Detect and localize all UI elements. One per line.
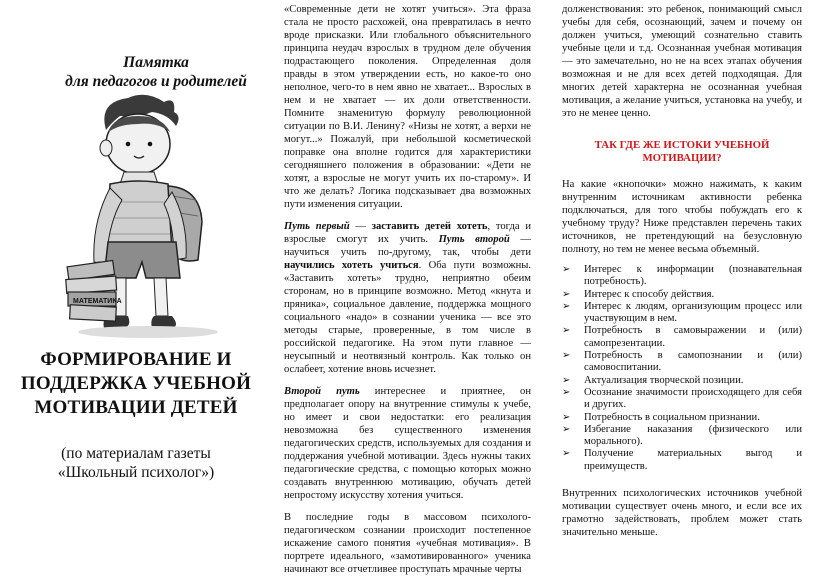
- list-item-text: Актуализация творческой позиции.: [584, 374, 744, 386]
- arrow-bullet-icon: ➢: [562, 300, 571, 312]
- list-item: [562, 412, 802, 424]
- article-column-right: [544, 0, 816, 557]
- term-second-way: Путь второй: [438, 234, 510, 245]
- list-item-text: Потребность в социальном признании.: [584, 411, 760, 423]
- list-item: [562, 325, 802, 350]
- svg-text:МАТЕМАТИКА: МАТЕМАТИКА: [73, 298, 122, 305]
- list-item-text: Потребность в самопознании и (или) самовоспитании.: [584, 350, 802, 374]
- list-item-text: Потребность в самовыражении и (или) самопрезентации.: [584, 325, 802, 349]
- paragraph-recent-years: В последние годы в массовом психолого-педагогическом сознании происходит постепенное искажение самого понятия «учебная мотивация». В портрете идеального, «замотивированного» ученика начинают все отчетливее проступать мрачные черты: [284, 512, 531, 575]
- paragraph-conclusion: Внутренних психологических источников учебной мотивации существует очень много, и если все их грамотно задействовать, проблем может стать значительно меньше.: [562, 488, 802, 539]
- term-learn-want: научились хотеть учиться: [284, 260, 419, 271]
- list-item: [562, 448, 802, 473]
- list-item: [562, 264, 802, 289]
- paragraph-second-way: [284, 385, 531, 502]
- term-force-want: заставить детей хотеть: [371, 221, 488, 232]
- section-heading: ТАК ГДЕ ЖЕ ИСТОКИ УЧЕБНОЙ МОТИВАЦИИ?: [594, 139, 770, 164]
- brochure-title: ФОРМИРОВАНИЕ И ПОДДЕРЖКА УЧЕБНОЙ МОТИВАЦИИ ДЕТЕЙ: [20, 349, 252, 418]
- paragraph-buttons: На какие «кнопочки» можно нажимать, к каким внутренним источникам активности ребенка подключаться, для того чтобы побуждать его к учебному труду? Ниже представлен перечень таких источников, не претендующий на безусловную полноту, но тем не менее весьма объемный.: [562, 179, 802, 255]
- subtitle-line-2: «Школьный психолог»): [57, 464, 215, 481]
- brochure-subtitle: [0, 444, 272, 482]
- text-span: —: [349, 221, 372, 232]
- arrow-bullet-icon: ➢: [562, 386, 571, 398]
- arrow-bullet-icon: ➢: [562, 423, 571, 435]
- list-item: [562, 301, 802, 326]
- memo-line-2: для педагогов и родителей: [65, 73, 247, 90]
- arrow-bullet-icon: ➢: [562, 325, 571, 337]
- memo-heading: [0, 53, 272, 91]
- list-item: [562, 424, 802, 449]
- list-item: [562, 387, 802, 412]
- list-item-text: Интерес к информации (познавательная потребность).: [584, 264, 802, 288]
- paragraph-intro: «Современные дети не хотят учиться». Эта фраза стала не просто расхожей, она превратилась в нечто вроде присказки. Или глобального объяснительного принципа неудач взрослых в трудном деле обучения подрастающего поколения. Определенная доля правды в этом утверждении есть, но какое-то оно неполное, чего-то в нем явно не хватает... Взрослых в нем и не хватает — их доли ответственности. Помните знаменитую формулу революционной ситуации по В.И. Ленину? «Низы не хотят, а верхи не могут...» Пожалуй, при небольшой косметической поправке она вполне годится для характеристики сегодняшнего положения в образовании: «Дети не хотят, а взрослые не могут учить их по-старому». И что же делать? Логика подсказывает два возможных пути изменения ситуации.: [284, 4, 531, 210]
- list-item-text: Избегание наказания (физического или морального).: [584, 423, 802, 448]
- arrow-bullet-icon: ➢: [562, 374, 571, 386]
- term-second-way-lead: Второй путь: [284, 386, 360, 397]
- arrow-bullet-icon: ➢: [562, 264, 571, 275]
- arrow-bullet-icon: ➢: [562, 411, 571, 423]
- paragraph-two-ways: [284, 220, 531, 376]
- arrow-bullet-icon: ➢: [562, 288, 571, 300]
- memo-line-1: Памятка: [123, 54, 189, 71]
- arrow-bullet-icon: ➢: [562, 350, 571, 362]
- list-item: [562, 350, 802, 375]
- list-item-text: Интерес к способу действия.: [584, 288, 715, 300]
- list-item: [562, 289, 802, 301]
- list-item-text: Получение материальных выгод и преимуществ.: [584, 448, 802, 472]
- arrow-bullet-icon: ➢: [562, 448, 571, 460]
- list-item-text: Осознание значимости происходящего для себя и других.: [584, 386, 802, 411]
- text-span: интереснее и приятнее, он предполагает опору на внутренние стимулы к учебе, но имеет и свои недостатки: его реализация невозможна без существенного изменения педагогических средств, используемых для создания и поддержания учебной мотивации. Здесь нужны таких педагогические средства, с помощью которых можно создавать внутреннюю мотивацию, обучать детей непростому искусству хотения учиться.: [284, 386, 531, 501]
- sources-list: [562, 264, 802, 473]
- list-item-text: Интерес к людям, организующим процесс или участвующим в нем.: [584, 300, 802, 325]
- text-span: . Оба пути возможны. «Заставить хотеть» трудно, неприятно обеим сторонам, но в принципе возможно. Метод «кнута и пряника», социальное давление, поддержка мощного социального «надо» в сознании ученика — все это методы старые, проверенные, в том числе в российской педагогике. На этом пути главное — неусыпный и неотвязный контроль. Как только он ослабеет, хотение вновь исчезнет.: [284, 260, 532, 375]
- text-span: , тогда и взрослые смогут их учить.: [284, 221, 531, 245]
- term-first-way: Путь первый: [284, 221, 350, 232]
- schoolboy-illustration: [68, 92, 238, 340]
- cover-column: [0, 0, 272, 557]
- article-column-middle: [272, 0, 544, 575]
- text-span: — научиться учить по-другому, так, чтобы дети: [284, 234, 531, 258]
- subtitle-line-1: (по материалам газеты: [61, 445, 211, 462]
- paragraph-continuation: долженствования: это ребенок, понимающий смысл учебы для себя, осознающий, зачем и почему он должен учиться, умеющий сознательно ставить учебные цели и т.д. Осознанная учебная мотивация — это замечательно, но не на всех этапах обучения возможная и не для всех детей подходящая. Для многих детей характерна не осознанная учебная мотивация, а желание учиться, установка на учебу, и это не менее ценно.: [562, 4, 802, 119]
- list-item: [562, 375, 802, 387]
